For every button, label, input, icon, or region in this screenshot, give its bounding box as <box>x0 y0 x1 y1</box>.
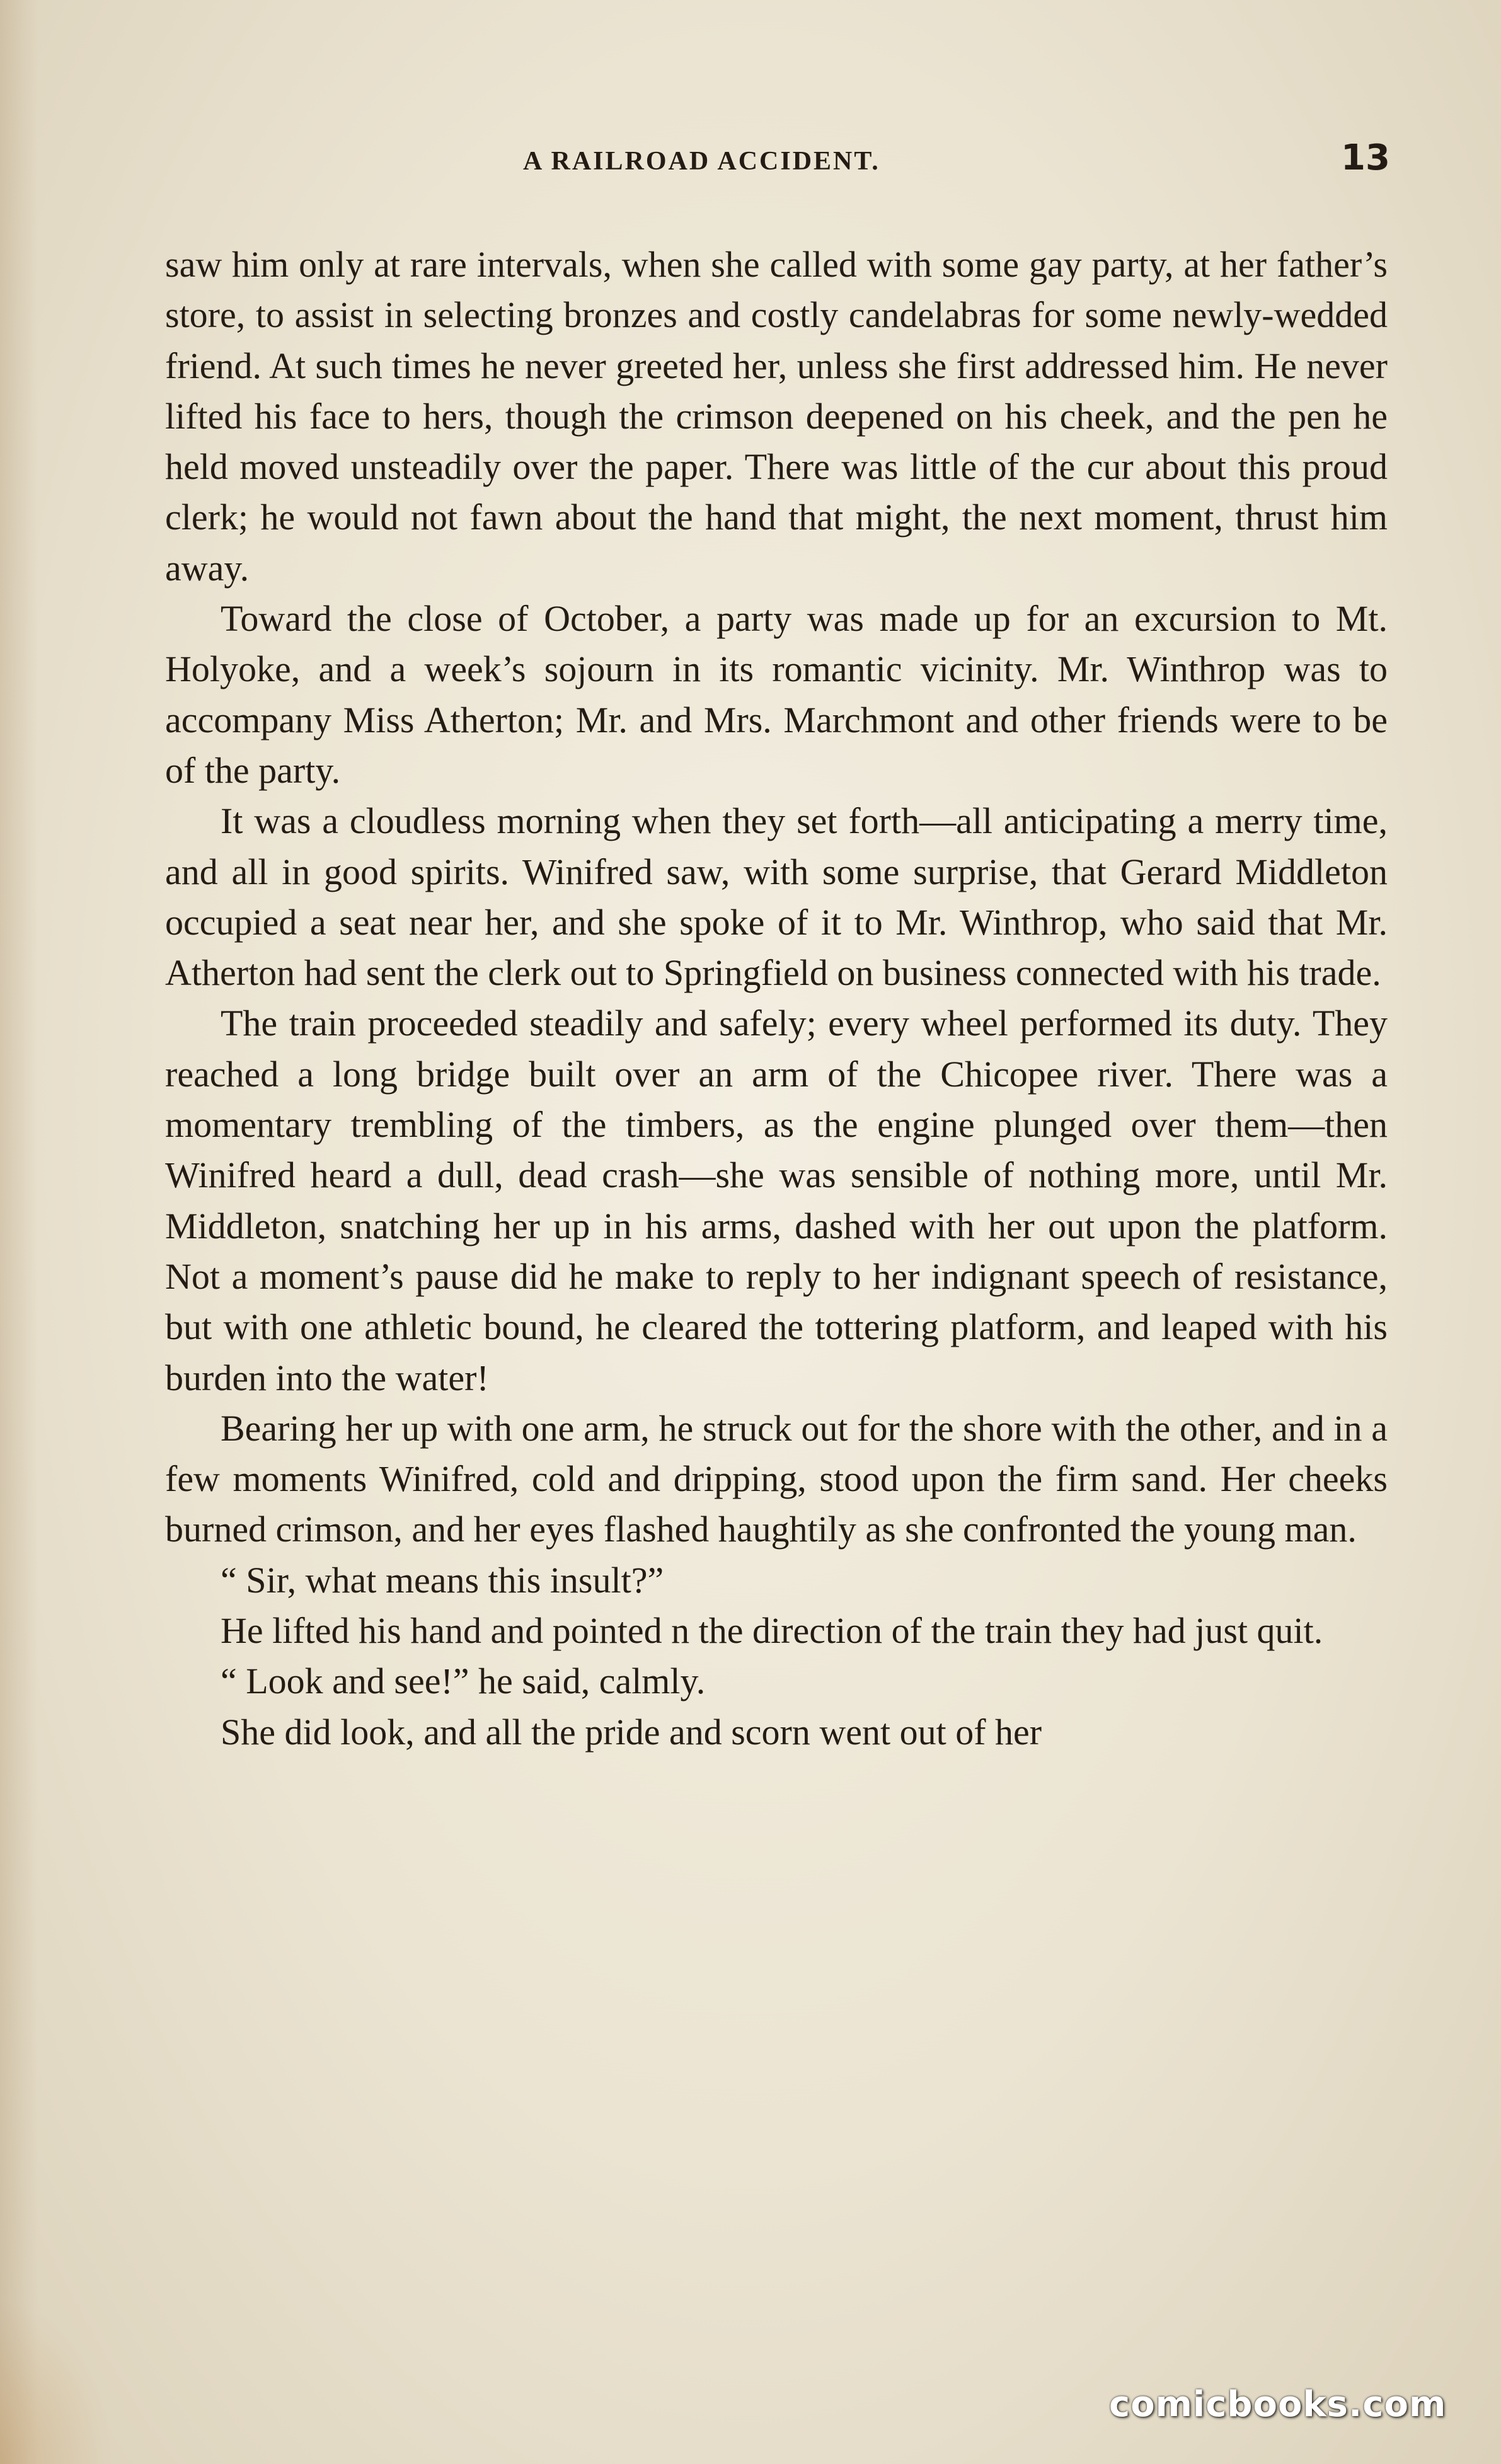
paragraph: “ Look and see!” he said, calmly. <box>221 1661 706 1702</box>
page-number: 13 <box>1341 137 1390 178</box>
paragraph: She did look, and all the pride and scorn went out of her <box>221 1711 1042 1753</box>
paragraph: Toward the close of October, a party was made up for an excursion to Mt. Holyoke, and a week’s sojourn in its romantic vicinity. Mr. Winthrop was to accompany Miss Atherton; Mr. and Mrs. Marchmont and other friends were to be of the party. <box>165 598 1388 791</box>
body-text <box>165 239 1388 1758</box>
page-edge-stain <box>0 0 38 2464</box>
running-header <box>0 137 1501 181</box>
paragraph: It was a cloudless morning when they set forth—all anticipating a merry time, and all in good spirits. Winifred saw, with some surprise, that Gerard Middleton occupied a seat near her, and she spoke of it to Mr. Winthrop, who said that Mr. Atherton had sent the clerk out to Springfield on business connected with his trade. <box>165 800 1388 994</box>
paragraph: “ Sir, what means this insult?” <box>221 1559 664 1601</box>
paragraph: Bearing her up with one arm, he struck out for the shore with the other, and in a few moments Winifred, cold and dripping, stood upon the firm sand. Her cheeks burned crimson, and her eyes flashed haughtily as she confronted the young man. <box>165 1407 1388 1550</box>
running-title: A RAILROAD ACCIDENT. <box>523 147 880 176</box>
site-watermark: comicbooks.com <box>1109 2384 1447 2425</box>
paragraph: The train proceeded steadily and safely; every wheel performed its duty. They reached a long bridge built over an arm of the Chicopee river. There was a momentary trembling of the timbers, as the engine plunged over them—then Winifred heard a dull, dead crash—she was sensible of nothing more, until Mr. Middleton, snatching her up in his arms, dashed with her out upon the platform. Not a moment’s pause did he make to reply to her indignant speech of resistance, but with one athletic bound, he cleared the tottering platform, and leaped with his burden into the water! <box>165 1003 1388 1398</box>
paragraph: He lifted his hand and pointed n the direction of the train they had just quit. <box>221 1610 1323 1652</box>
corner-stain <box>0 2300 113 2464</box>
paragraph: saw him only at rare intervals, when she called with some gay party, at her father’s store, to assist in selecting bronzes and costly candelabras for some newly-wedded friend. At such times he never greeted her, unless she first addressed him. He never lifted his face to hers, though the crimson deepened on his cheek, and the pen he held moved unsteadily over the paper. There was little of the cur about this proud clerk; he would not fawn about the hand that might, the next moment, thrust him away. <box>165 244 1388 589</box>
